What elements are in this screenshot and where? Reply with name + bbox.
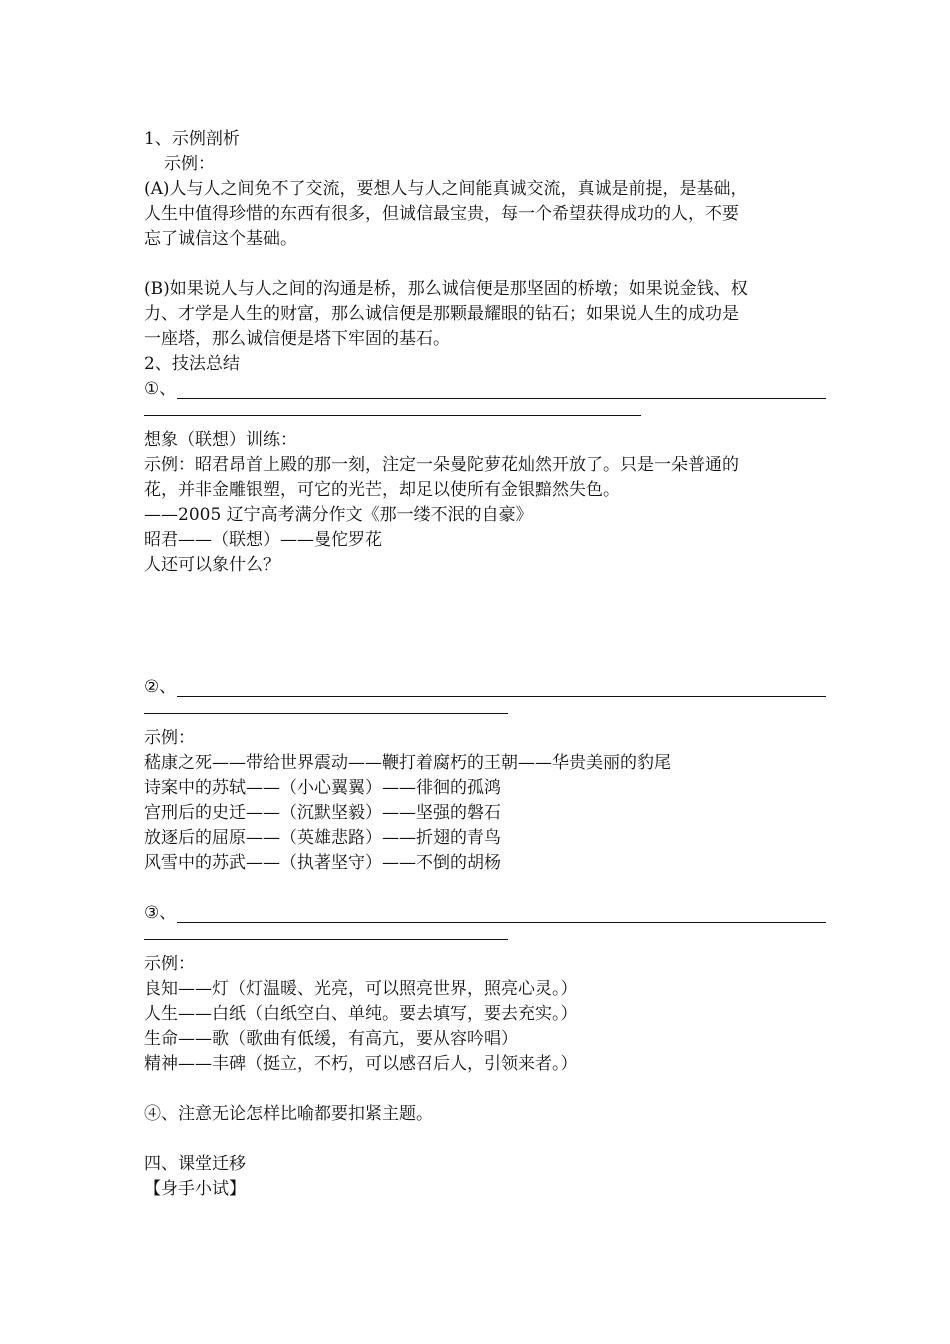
example-2-line: 放逐后的屈原——（英雄悲路）——折翅的青鸟 bbox=[144, 828, 501, 848]
item-4: ④、注意无论怎样比喻都要扣紧主题。 bbox=[144, 1104, 433, 1124]
section-2-heading: 2、技法总结 bbox=[144, 354, 240, 374]
blank-2[interactable] bbox=[144, 675, 826, 700]
imagine-heading: 想象（联想）训练： bbox=[144, 430, 297, 450]
blank-3-label: ③、 bbox=[144, 903, 177, 923]
example-3-label: 示例： bbox=[144, 954, 195, 974]
spacer bbox=[144, 1127, 826, 1152]
paragraph-b-line: 一座塔，那么诚信便是塔下牢固的基石。 bbox=[144, 329, 450, 349]
imagine-source: ——2005 辽宁高考满分作文《那一缕不泯的自豪》 bbox=[144, 505, 533, 525]
blank-3-continuation-rule[interactable] bbox=[144, 926, 508, 940]
blank-3-rule[interactable] bbox=[177, 922, 826, 923]
paragraph-a-line: (A)人与人之间免不了交流，要想人与人之间能真诚交流，真诚是前提，是基础， bbox=[144, 179, 748, 199]
blank-1-label: ①、 bbox=[144, 379, 177, 399]
imagine-line: 花，并非金雕银塑，可它的光芒，却足以使所有金银黯然失色。 bbox=[144, 480, 620, 500]
paragraph-b-line: (B)如果说人与人之间的沟通是桥，那么诚信便是那坚固的桥墩；如果说金钱、权 bbox=[144, 279, 748, 299]
spacer bbox=[144, 252, 826, 277]
blank-2-label: ②、 bbox=[144, 677, 177, 697]
answer-space bbox=[144, 578, 826, 675]
imagine-line: 昭君——（联想）——曼佗罗花 bbox=[144, 530, 382, 550]
blank-3[interactable] bbox=[144, 901, 826, 926]
paragraph-a-line: 忘了诚信这个基础。 bbox=[144, 229, 297, 249]
spacer bbox=[144, 876, 826, 901]
document-page bbox=[144, 127, 826, 1202]
section-4-subheading: 【身手小试】 bbox=[144, 1179, 246, 1199]
imagine-line: 示例：昭君昂首上殿的那一刻，注定一朵曼陀萝花灿然开放了。只是一朵普通的 bbox=[144, 455, 739, 475]
blank-2-continuation-rule[interactable] bbox=[144, 700, 508, 714]
example-3-line: 精神——丰碑（挺立，不朽，可以感召后人，引领来者。） bbox=[144, 1054, 578, 1074]
example-label: 示例： bbox=[164, 154, 215, 174]
blank-1-continuation-rule[interactable] bbox=[144, 402, 641, 416]
paragraph-b-line: 力、才学是人生的财富，那么诚信便是那颗最耀眼的钻石；如果说人生的成功是 bbox=[144, 304, 739, 324]
example-2-label: 示例： bbox=[144, 728, 195, 748]
example-2-line: 宫刑后的史迁——（沉默坚毅）——坚强的磐石 bbox=[144, 803, 501, 823]
example-2-line: 风雪中的苏武——（执著坚守）——不倒的胡杨 bbox=[144, 853, 501, 873]
spacer bbox=[144, 1077, 826, 1102]
example-3-line: 人生——白纸（白纸空白、单纯。要去填写，要去充实。） bbox=[144, 1004, 578, 1024]
section-4-heading: 四、课堂迁移 bbox=[144, 1154, 246, 1174]
paragraph-a-line: 人生中值得珍惜的东西有很多，但诚信最宝贵，每一个希望获得成功的人，不要 bbox=[144, 204, 739, 224]
blank-1[interactable] bbox=[144, 377, 826, 402]
section-1-heading: 1、示例剖析 bbox=[144, 129, 240, 149]
example-3-line: 生命——歌（歌曲有低缓，有高亢，要从容吟唱） bbox=[144, 1029, 518, 1049]
blank-2-rule[interactable] bbox=[177, 696, 826, 697]
example-3-line: 良知——灯（灯温暖、光亮，可以照亮世界，照亮心灵。） bbox=[144, 979, 578, 999]
example-2-line: 嵇康之死——带给世界震动——鞭打着腐朽的王朝——华贵美丽的豹尾 bbox=[144, 753, 671, 773]
blank-1-rule[interactable] bbox=[177, 398, 826, 399]
example-2-line: 诗案中的苏轼——（小心翼翼）——徘徊的孤鸿 bbox=[144, 778, 501, 798]
imagine-question: 人还可以象什么？ bbox=[144, 555, 280, 575]
